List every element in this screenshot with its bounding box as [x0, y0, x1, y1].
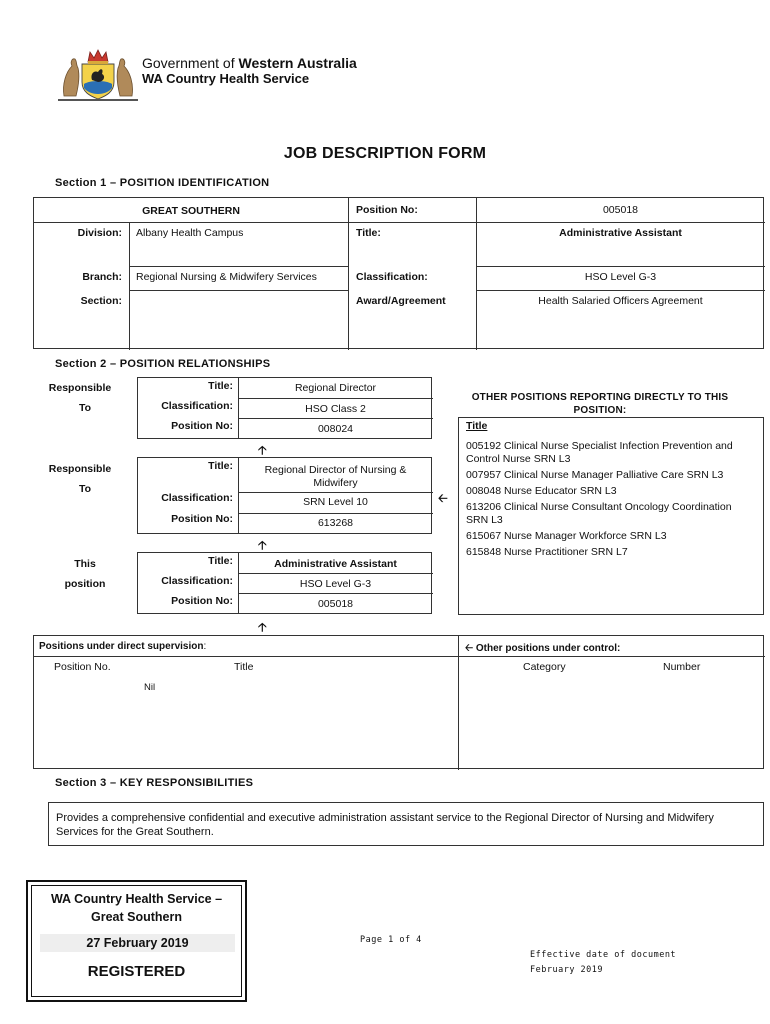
title-value: Administrative Assistant: [559, 227, 682, 239]
region-label: GREAT SOUTHERN: [142, 205, 240, 217]
other-positions-list: [466, 440, 756, 562]
box2-side-line2: To: [78, 483, 92, 495]
up-arrow-icon: 🡡: [258, 443, 267, 457]
box2-posno-value: 613268: [317, 517, 354, 529]
control-col-category: Category: [523, 661, 566, 673]
up-arrow-icon: 🡡: [258, 538, 267, 552]
government-name: [142, 55, 357, 71]
box1-title-label: Title:: [208, 380, 233, 392]
list-item: 008048 Nurse Educator SRN L3: [466, 485, 617, 497]
health-service-name: WA Country Health Service: [142, 71, 310, 86]
box2-class-label: Classification:: [161, 492, 233, 504]
stamp-line1: WA Country Health Service –: [50, 892, 223, 906]
effective-date-value: February 2019: [530, 965, 604, 975]
supervision-value: Nil: [144, 682, 156, 693]
supervision-label-text: Positions under direct supervision: [39, 641, 204, 652]
relationship-box-2: [137, 457, 432, 534]
other-positions-box: [458, 417, 764, 615]
box1-side-line2: To: [78, 402, 92, 414]
stamp-line2: Great Southern: [91, 910, 182, 924]
box3-title-value: Administrative Assistant: [274, 558, 397, 570]
list-item: 615848 Nurse Practitioner SRN L7: [466, 546, 628, 558]
box1-side-line1: Responsible: [48, 382, 112, 394]
government-state: Western Australia: [238, 55, 357, 71]
award-value: Health Salaried Officers Agreement: [538, 295, 703, 307]
key-responsibilities-text: Provides a comprehensive confidential and executive administration assistant service to the Regional Director of Nursing and Midwifery Services for the Great Southern.: [56, 812, 714, 838]
list-item: 007957 Clinical Nurse Manager Palliative Care SRN L3: [466, 469, 724, 481]
title-label: Title:: [356, 227, 381, 239]
supervision-label: [39, 641, 206, 652]
relationship-box-3: [137, 552, 432, 614]
control-label-text: Other positions under control:: [475, 643, 621, 654]
other-positions-heading: OTHER POSITIONS REPORTING DIRECTLY TO THIS POSITION:: [471, 392, 729, 416]
position-identification-table: [33, 197, 764, 349]
government-prefix: Government of: [142, 55, 239, 71]
stamp-date: 27 February 2019: [40, 934, 235, 952]
page-number: Page 1 of 4: [360, 935, 422, 945]
left-arrow-icon: 🡠: [438, 491, 448, 505]
classification-value: HSO Level G-3: [584, 271, 657, 283]
list-item: 613206 Clinical Nurse Consultant Oncology Coordination SRN L3: [466, 501, 732, 526]
box2-class-value: SRN Level 10: [303, 496, 368, 508]
box3-title-label: Title:: [208, 555, 233, 567]
list-item: 005192 Clinical Nurse Specialist Infection Prevention and Control Nurse SRN L3: [466, 440, 733, 465]
left-arrow-icon: 🡠: [465, 643, 474, 654]
up-arrow-icon: 🡡: [258, 620, 267, 634]
section2-title: Section 2 – POSITION RELATIONSHIPS: [55, 358, 271, 370]
form-title: JOB DESCRIPTION FORM: [283, 145, 487, 162]
wa-crest-logo: [56, 44, 140, 104]
box1-class-value: HSO Class 2: [305, 403, 366, 415]
key-responsibilities-box: [48, 802, 764, 846]
control-label: [465, 641, 620, 658]
section-label: Section:: [80, 295, 122, 307]
division-value: Albany Health Campus: [136, 227, 244, 239]
other-title-column: Title: [466, 420, 488, 432]
relationship-box-1: [137, 377, 432, 439]
box1-posno-label: Position No:: [171, 420, 233, 432]
section1-title: Section 1 – POSITION IDENTIFICATION: [55, 177, 270, 189]
position-no-label: Position No:: [356, 204, 418, 216]
box3-side-line1: This: [74, 558, 96, 570]
section3-title: Section 3 – KEY RESPONSIBILITIES: [55, 777, 254, 789]
effective-date-label: Effective date of document: [530, 950, 677, 960]
box1-title-value: Regional Director: [294, 382, 377, 394]
box1-posno-value: 008024: [317, 423, 354, 435]
supervision-col-posno: Position No.: [54, 661, 111, 673]
box2-title-label: Title:: [208, 460, 233, 472]
box2-posno-label: Position No:: [171, 513, 233, 525]
box3-posno-value: 005018: [317, 598, 354, 610]
control-col-number: Number: [663, 661, 701, 673]
branch-value: Regional Nursing & Midwifery Services: [136, 271, 317, 283]
registration-stamp: [26, 880, 247, 1002]
classification-label: Classification:: [356, 271, 428, 283]
box3-class-value: HSO Level G-3: [299, 578, 372, 590]
position-no-value: 005018: [602, 204, 639, 216]
supervision-table: [33, 635, 764, 769]
box2-title-value: Regional Director of Nursing & Midwifery: [264, 464, 407, 489]
box1-class-label: Classification:: [161, 400, 233, 412]
supervision-col-title: Title: [234, 661, 254, 673]
award-label: Award/Agreement: [356, 295, 446, 307]
stamp-status: REGISTERED: [87, 963, 186, 980]
box3-posno-label: Position No:: [171, 595, 233, 607]
box3-side-line2: position: [64, 578, 106, 590]
box3-class-label: Classification:: [161, 575, 233, 587]
branch-label: Branch:: [82, 271, 122, 283]
supervision-colon: :: [203, 641, 207, 652]
list-item: 615067 Nurse Manager Workforce SRN L3: [466, 530, 667, 542]
division-label: Division:: [77, 227, 122, 239]
box2-side-line1: Responsible: [48, 463, 112, 475]
